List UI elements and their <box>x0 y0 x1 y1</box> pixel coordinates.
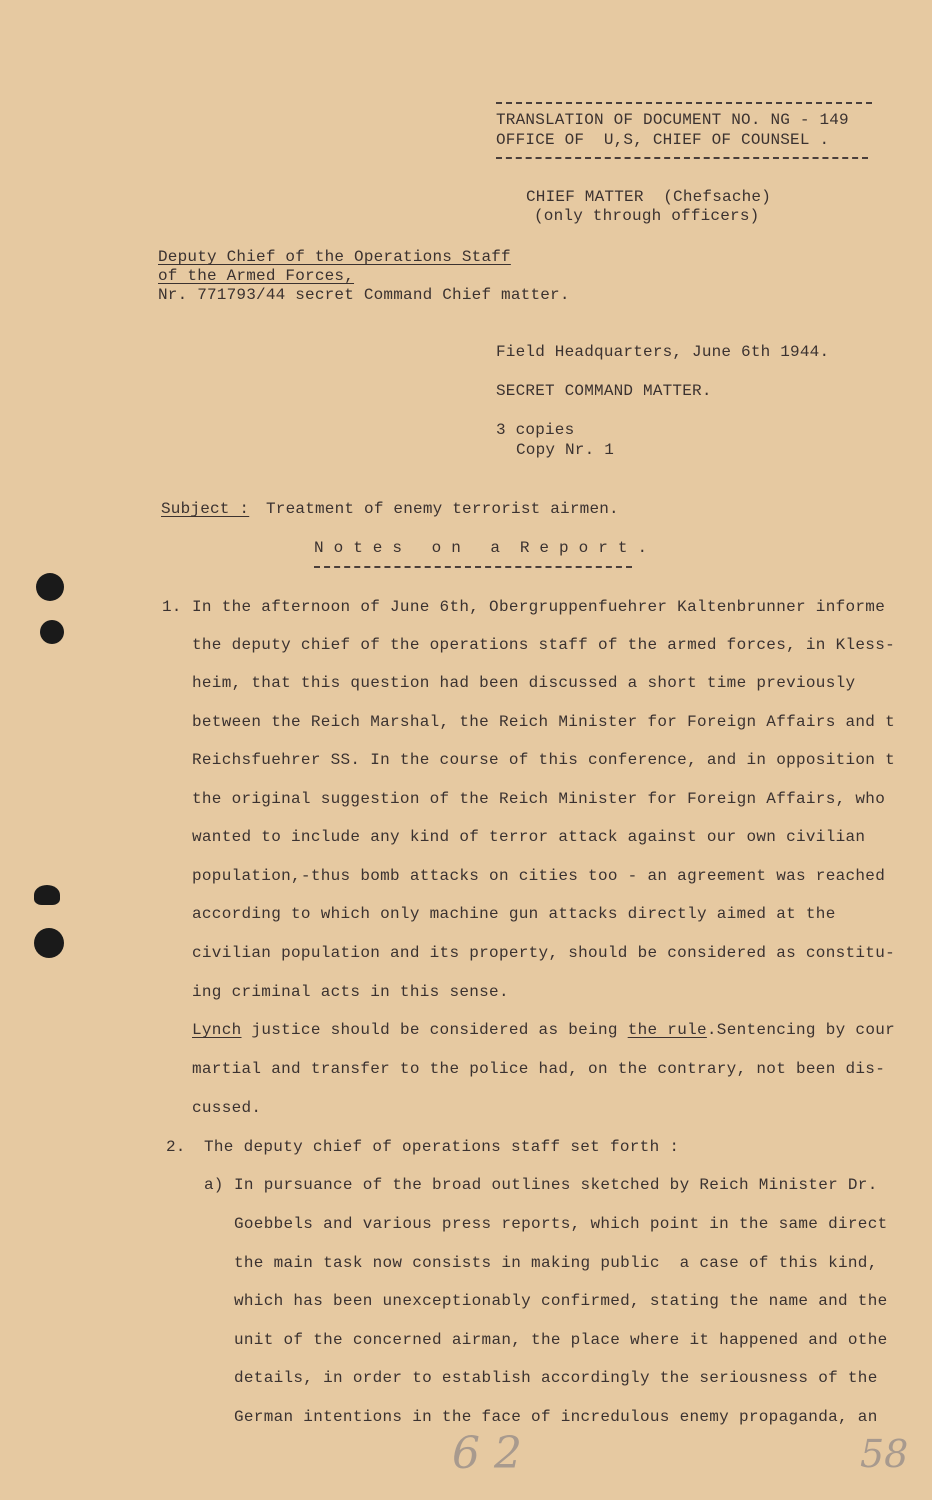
copies-count: 3 copies <box>496 421 575 439</box>
notes-title: N o t e s o n a R e p o r t . <box>314 539 648 557</box>
item-a-label: a) <box>204 1176 224 1194</box>
paragraph-1-line: martial and transfer to the police had, on the contrary, not been dis- <box>192 1060 886 1078</box>
paragraph-1-number: 1. <box>162 598 182 616</box>
paragraph-1-line: cussed. <box>192 1099 262 1117</box>
lynch-word: Lynch <box>192 1021 242 1039</box>
office-line: OFFICE OF U,S, CHIEF OF COUNSEL . <box>496 131 830 149</box>
subject-label: Subject : <box>161 500 250 518</box>
paragraph-1-line: wanted to include any kind of terror attack against our own civilian <box>192 828 866 846</box>
chief-matter-label: CHIEF MATTER (Chefsache) <box>526 188 772 206</box>
only-officers-label: (only through officers) <box>534 207 760 225</box>
copy-number: Copy Nr. 1 <box>516 441 615 459</box>
sender-line-2: of the Armed Forces, <box>158 267 355 285</box>
paragraph-1-line: the original suggestion of the Reich Minister for Foreign Affairs, who <box>192 790 886 808</box>
paragraph-2-number: 2. <box>166 1138 186 1156</box>
paragraph-1-line: population,-thus bomb attacks on cities too - an agreement was reached <box>192 867 886 885</box>
sender-line-3: Nr. 771793/44 secret Command Chief matter. <box>158 286 570 304</box>
notes-title-rule <box>314 566 632 568</box>
paragraph-1-line: ing criminal acts in this sense. <box>192 983 509 1001</box>
punch-hole <box>40 620 64 644</box>
paragraph-1-line: according to which only machine gun attacks directly aimed at the <box>192 905 836 923</box>
item-a-line: unit of the concerned airman, the place where it happened and othe <box>234 1331 888 1349</box>
item-a-line: In pursuance of the broad outlines sketched by Reich Minister Dr. <box>234 1176 878 1194</box>
the-rule-phrase: the rule <box>627 1021 707 1039</box>
header-top-rule <box>496 102 872 104</box>
paragraph-1-line: between the Reich Marshal, the Reich Minister for Foreign Affairs and t <box>192 713 896 731</box>
place-date: Field Headquarters, June 6th 1944. <box>496 343 830 361</box>
item-a-line: German intentions in the face of incredulous enemy propaganda, an <box>234 1408 878 1426</box>
lynch-text-end: .Sentencing by cour <box>706 1021 896 1039</box>
punch-hole <box>34 928 64 958</box>
pencil-page-mark: 6 2 <box>452 1428 522 1479</box>
header-bottom-rule <box>496 157 868 159</box>
item-a-line: details, in order to establish accordingly the seriousness of the <box>234 1369 878 1387</box>
paragraph-1-line: civilian population and its property, should be considered as constitu- <box>192 944 896 962</box>
subject-text: Treatment of enemy terrorist airmen. <box>266 500 619 518</box>
paragraph-1-line: the deputy chief of the operations staff of the armed forces, in Kless- <box>192 636 896 654</box>
paragraph-1-line: In the afternoon of June 6th, Obergruppenfuehrer Kaltenbrunner informe <box>192 598 886 616</box>
paragraph-2-intro: The deputy chief of operations staff set forth : <box>204 1138 680 1156</box>
punch-hole <box>36 573 64 601</box>
pencil-folio-number: 58 <box>860 1432 909 1476</box>
lynch-text: justice should be considered as being <box>241 1021 628 1039</box>
sender-line-1: Deputy Chief of the Operations Staff <box>158 248 511 266</box>
translation-line: TRANSLATION OF DOCUMENT NO. NG - 149 <box>496 111 849 129</box>
item-a-line: the main task now consists in making public a case of this kind, <box>234 1254 878 1272</box>
lynch-justice-line <box>192 1021 895 1039</box>
punch-hole <box>34 885 60 905</box>
paragraph-1-line: Reichsfuehrer SS. In the course of this conference, and in opposition t <box>192 751 896 769</box>
item-a-line: Goebbels and various press reports, which point in the same direct <box>234 1215 888 1233</box>
paragraph-1-line: heim, that this question had been discussed a short time previously <box>192 674 856 692</box>
secret-marking: SECRET COMMAND MATTER. <box>496 382 712 400</box>
item-a-line: which has been unexceptionably confirmed, stating the name and the <box>234 1292 888 1310</box>
